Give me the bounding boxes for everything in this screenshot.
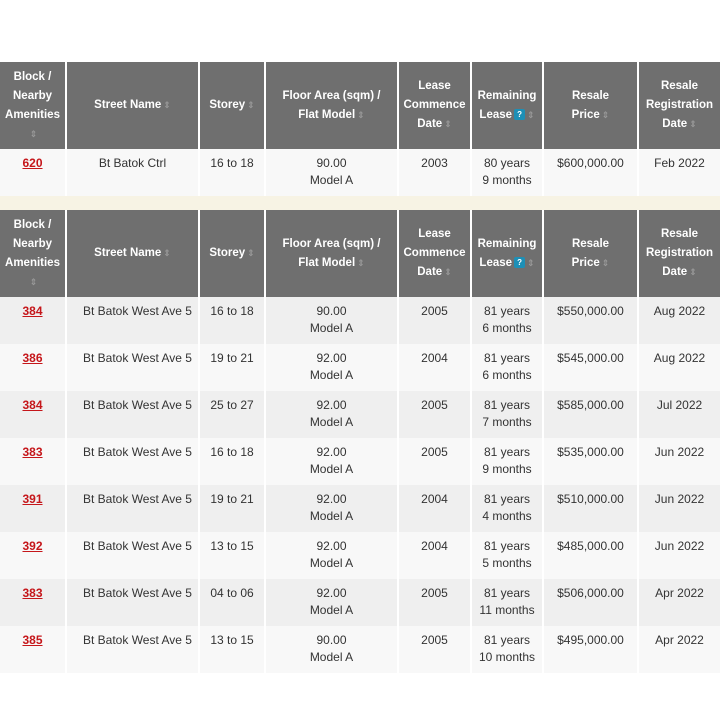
remaining-cell bbox=[471, 438, 543, 485]
resale-tables bbox=[0, 62, 720, 673]
header-floor-l2: Flat Model bbox=[298, 108, 356, 121]
model-value: Model A bbox=[309, 321, 354, 335]
help-icon[interactable]: ? bbox=[514, 257, 525, 268]
regdate-cell: Apr 2022 bbox=[638, 626, 720, 673]
sort-icon: ⇕ bbox=[601, 257, 610, 268]
table-row bbox=[0, 532, 720, 579]
storey-cell: 16 to 18 bbox=[199, 297, 265, 344]
storey-cell: 13 to 15 bbox=[199, 626, 265, 673]
price-cell: $506,000.00 bbox=[543, 579, 638, 626]
remaining-cell bbox=[471, 391, 543, 438]
header-lease-l3: Date bbox=[417, 118, 443, 130]
header-lease-l2: Commence bbox=[403, 99, 466, 111]
sort-icon: ⇕ bbox=[247, 248, 255, 258]
block-cell[interactable] bbox=[0, 579, 66, 626]
area-value: 90.00 bbox=[316, 304, 347, 318]
help-icon[interactable]: ? bbox=[514, 109, 525, 120]
header-storey[interactable] bbox=[199, 210, 265, 297]
header-remaining[interactable] bbox=[471, 62, 543, 149]
model-value: Model A bbox=[309, 415, 354, 429]
lease-cell: 2004 bbox=[398, 344, 471, 391]
regdate-cell: Aug 2022 bbox=[638, 297, 720, 344]
sort-icon: ⇕ bbox=[357, 257, 365, 268]
remaining-years: 81 years bbox=[483, 445, 531, 459]
sort-icon: ⇕ bbox=[357, 109, 365, 120]
remaining-years: 81 years bbox=[483, 304, 531, 318]
header-block-l1: Block / bbox=[13, 70, 52, 83]
remaining-cell bbox=[471, 297, 543, 344]
header-row bbox=[0, 210, 720, 297]
floor-cell bbox=[265, 297, 398, 344]
sort-icon: ⇕ bbox=[689, 267, 697, 277]
header-row bbox=[0, 62, 720, 149]
lease-cell: 2005 bbox=[398, 579, 471, 626]
street-cell: Bt Batok West Ave 5 bbox=[66, 485, 199, 532]
header-floor[interactable] bbox=[265, 210, 398, 297]
header-block[interactable] bbox=[0, 210, 66, 297]
block-cell[interactable] bbox=[0, 438, 66, 485]
street-cell: Bt Batok West Ave 5 bbox=[66, 438, 199, 485]
header-floor[interactable] bbox=[265, 62, 398, 149]
remaining-years: 81 years bbox=[483, 351, 531, 365]
sort-icon: ⇕ bbox=[29, 276, 38, 287]
header-street-label: Street Name bbox=[94, 247, 162, 259]
header-lease[interactable] bbox=[398, 62, 471, 149]
sort-icon: ⇕ bbox=[163, 100, 171, 110]
remaining-years: 81 years bbox=[483, 633, 531, 647]
header-floor-l1: Floor Area (sqm) / bbox=[282, 89, 381, 102]
remaining-years: 81 years bbox=[483, 586, 531, 600]
sort-icon: ⇕ bbox=[444, 119, 452, 129]
regdate-cell: Apr 2022 bbox=[638, 579, 720, 626]
area-value: 92.00 bbox=[316, 398, 347, 412]
regdate-cell: Feb 2022 bbox=[638, 149, 720, 196]
street-cell: Bt Batok West Ave 5 bbox=[66, 579, 199, 626]
floor-cell bbox=[265, 579, 398, 626]
remaining-years: 81 years bbox=[483, 539, 531, 553]
model-value: Model A bbox=[309, 173, 354, 187]
block-cell[interactable] bbox=[0, 532, 66, 579]
block-link[interactable]: 383 bbox=[22, 445, 43, 459]
header-price[interactable] bbox=[543, 210, 638, 297]
price-cell: $585,000.00 bbox=[543, 391, 638, 438]
regdate-cell: Jun 2022 bbox=[638, 485, 720, 532]
lease-cell: 2004 bbox=[398, 485, 471, 532]
main-table bbox=[0, 210, 720, 673]
block-link[interactable]: 386 bbox=[22, 351, 43, 365]
header-block-l3: Amenities bbox=[5, 256, 60, 269]
remaining-years: 81 years bbox=[483, 492, 531, 506]
price-cell: $600,000.00 bbox=[543, 149, 638, 196]
header-storey[interactable] bbox=[199, 62, 265, 149]
header-price-l2: Price bbox=[571, 108, 600, 121]
table-row bbox=[0, 579, 720, 626]
floor-cell bbox=[265, 438, 398, 485]
model-value: Model A bbox=[309, 603, 354, 617]
block-cell[interactable] bbox=[0, 344, 66, 391]
floor-cell bbox=[265, 626, 398, 673]
sort-icon: ⇕ bbox=[444, 267, 452, 277]
remaining-months: 5 months bbox=[482, 556, 532, 570]
header-street[interactable] bbox=[66, 62, 199, 149]
remaining-cell bbox=[471, 485, 543, 532]
street-cell: Bt Batok West Ave 5 bbox=[66, 344, 199, 391]
storey-cell: 04 to 06 bbox=[199, 579, 265, 626]
header-street-label: Street Name bbox=[94, 99, 162, 111]
header-lease-l1: Lease bbox=[418, 80, 451, 92]
price-cell: $510,000.00 bbox=[543, 485, 638, 532]
remaining-years: 81 years bbox=[483, 398, 531, 412]
floor-cell bbox=[265, 391, 398, 438]
area-value: 90.00 bbox=[316, 156, 347, 170]
area-value: 92.00 bbox=[316, 492, 347, 506]
block-cell[interactable] bbox=[0, 149, 66, 196]
block-link[interactable]: 383 bbox=[22, 586, 43, 600]
regdate-cell: Jun 2022 bbox=[638, 532, 720, 579]
storey-cell: 16 to 18 bbox=[199, 149, 265, 196]
block-cell[interactable] bbox=[0, 485, 66, 532]
remaining-cell bbox=[471, 626, 543, 673]
lease-cell: 2005 bbox=[398, 626, 471, 673]
block-link[interactable]: 384 bbox=[22, 304, 43, 318]
remaining-months: 10 months bbox=[478, 650, 536, 664]
header-remaining-l2: Lease bbox=[479, 108, 513, 121]
header-block-l2: Nearby bbox=[13, 237, 52, 250]
storey-cell: 16 to 18 bbox=[199, 438, 265, 485]
sort-icon: ⇕ bbox=[247, 100, 255, 110]
price-cell: $495,000.00 bbox=[543, 626, 638, 673]
area-value: 92.00 bbox=[316, 445, 347, 459]
top-table bbox=[0, 62, 720, 196]
floor-cell bbox=[265, 485, 398, 532]
header-lease-l1: Lease bbox=[418, 228, 451, 240]
model-value: Model A bbox=[309, 556, 354, 570]
remaining-cell bbox=[471, 344, 543, 391]
floor-cell bbox=[265, 344, 398, 391]
lease-cell: 2005 bbox=[398, 297, 471, 344]
header-regdate[interactable] bbox=[638, 210, 720, 297]
remaining-months: 11 months bbox=[479, 603, 535, 617]
storey-cell: 13 to 15 bbox=[199, 532, 265, 579]
table-row bbox=[0, 297, 720, 344]
header-regdate[interactable] bbox=[638, 62, 720, 149]
header-remaining-l1: Remaining bbox=[477, 89, 537, 102]
floor-cell bbox=[265, 149, 398, 196]
header-remaining-l1: Remaining bbox=[477, 237, 537, 250]
price-cell: $545,000.00 bbox=[543, 344, 638, 391]
table-row bbox=[0, 626, 720, 673]
header-remaining[interactable] bbox=[471, 210, 543, 297]
model-value: Model A bbox=[309, 509, 354, 523]
block-cell[interactable] bbox=[0, 626, 66, 673]
header-regdate-l1: Resale bbox=[660, 228, 699, 240]
header-regdate-l1: Resale bbox=[660, 80, 699, 92]
street-cell: Bt Batok Ctrl bbox=[66, 149, 199, 196]
block-link[interactable]: 620 bbox=[22, 156, 43, 170]
header-block-l1: Block / bbox=[13, 218, 52, 231]
storey-cell: 25 to 27 bbox=[199, 391, 265, 438]
block-link[interactable]: 384 bbox=[22, 398, 43, 412]
regdate-cell: Jun 2022 bbox=[638, 438, 720, 485]
table-separator bbox=[0, 196, 720, 210]
header-remaining-l2: Lease bbox=[479, 256, 513, 269]
sort-icon: ⇕ bbox=[29, 128, 38, 139]
table-row bbox=[0, 485, 720, 532]
sort-icon: ⇕ bbox=[689, 119, 697, 129]
table-row bbox=[0, 391, 720, 438]
regdate-cell: Jul 2022 bbox=[638, 391, 720, 438]
remaining-months: 4 months bbox=[482, 509, 532, 523]
table-row bbox=[0, 149, 720, 196]
header-block[interactable] bbox=[0, 62, 66, 149]
sort-icon: ⇕ bbox=[527, 257, 535, 268]
street-cell: Bt Batok West Ave 5 bbox=[66, 532, 199, 579]
area-value: 92.00 bbox=[316, 351, 347, 365]
block-link[interactable]: 385 bbox=[22, 633, 43, 647]
remaining-cell bbox=[471, 149, 543, 196]
price-cell: $550,000.00 bbox=[543, 297, 638, 344]
lease-cell: 2003 bbox=[398, 149, 471, 196]
remaining-cell bbox=[471, 579, 543, 626]
remaining-months: 6 months bbox=[482, 368, 532, 382]
header-price-l1: Resale bbox=[571, 237, 610, 250]
remaining-cell bbox=[471, 532, 543, 579]
header-price-l1: Resale bbox=[571, 89, 610, 102]
remaining-months: 6 months bbox=[482, 321, 532, 335]
header-storey-label: Storey bbox=[209, 247, 246, 259]
storey-cell: 19 to 21 bbox=[199, 485, 265, 532]
header-storey-label: Storey bbox=[209, 99, 246, 111]
storey-cell: 19 to 21 bbox=[199, 344, 265, 391]
block-link[interactable]: 391 bbox=[22, 492, 43, 506]
header-block-l2: Nearby bbox=[13, 89, 52, 102]
rows-body bbox=[0, 297, 720, 673]
street-cell: Bt Batok West Ave 5 bbox=[66, 391, 199, 438]
sort-icon: ⇕ bbox=[527, 109, 535, 120]
lease-cell: 2005 bbox=[398, 438, 471, 485]
sort-icon: ⇕ bbox=[163, 248, 171, 258]
header-lease-l3: Date bbox=[417, 266, 443, 278]
header-regdate-l3: Date bbox=[662, 118, 688, 130]
lease-cell: 2004 bbox=[398, 532, 471, 579]
price-cell: $535,000.00 bbox=[543, 438, 638, 485]
area-value: 92.00 bbox=[316, 539, 347, 553]
regdate-cell: Aug 2022 bbox=[638, 344, 720, 391]
header-regdate-l3: Date bbox=[662, 266, 688, 278]
model-value: Model A bbox=[309, 650, 354, 664]
header-lease-l2: Commence bbox=[403, 247, 466, 259]
table-row bbox=[0, 438, 720, 485]
remaining-months: 7 months bbox=[482, 415, 532, 429]
remaining-months: 9 months bbox=[482, 173, 532, 187]
remaining-months: 9 months bbox=[482, 462, 532, 476]
model-value: Model A bbox=[309, 368, 354, 382]
area-value: 90.00 bbox=[316, 633, 347, 647]
sort-icon: ⇕ bbox=[601, 109, 610, 120]
remaining-years: 80 years bbox=[483, 156, 531, 170]
header-block-l3: Amenities bbox=[5, 108, 60, 121]
street-cell: Bt Batok West Ave 5 bbox=[66, 297, 199, 344]
header-floor-l2: Flat Model bbox=[298, 256, 356, 269]
header-price-l2: Price bbox=[571, 256, 600, 269]
price-cell: $485,000.00 bbox=[543, 532, 638, 579]
header-floor-l1: Floor Area (sqm) / bbox=[282, 237, 381, 250]
block-cell[interactable] bbox=[0, 391, 66, 438]
block-cell[interactable] bbox=[0, 297, 66, 344]
header-regdate-l2: Registration bbox=[645, 99, 714, 111]
header-lease[interactable] bbox=[398, 210, 471, 297]
block-link[interactable]: 392 bbox=[22, 539, 43, 553]
model-value: Model A bbox=[309, 462, 354, 476]
table-row bbox=[0, 344, 720, 391]
header-regdate-l2: Registration bbox=[645, 247, 714, 259]
header-price[interactable] bbox=[543, 62, 638, 149]
header-street[interactable] bbox=[66, 210, 199, 297]
lease-cell: 2005 bbox=[398, 391, 471, 438]
area-value: 92.00 bbox=[316, 586, 347, 600]
floor-cell bbox=[265, 532, 398, 579]
street-cell: Bt Batok West Ave 5 bbox=[66, 626, 199, 673]
